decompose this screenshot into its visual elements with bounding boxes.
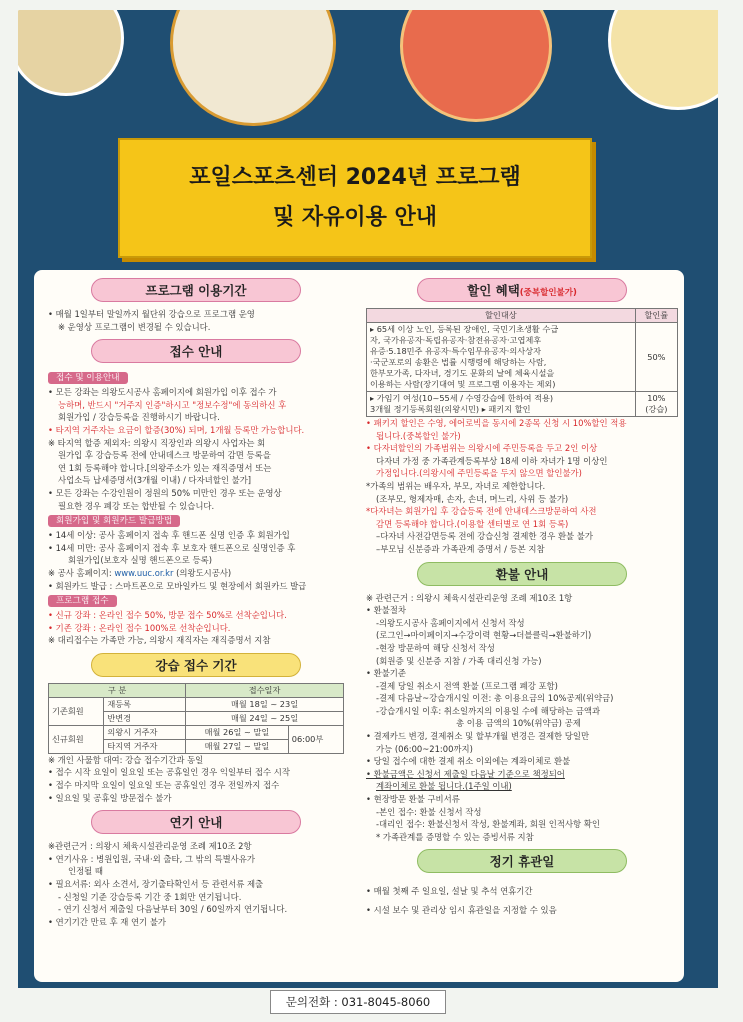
- table-cell: 매월 26일 ~ 말일: [186, 725, 289, 739]
- reception-text: 필요한 경우 폐강 또는 합반될 수 있습니다.: [58, 500, 215, 511]
- membership-text: • 14세 이상: 공사 홈페이지 접속 후 핸드폰 실명 인증 후 회원가입: [48, 530, 290, 541]
- refund-text: • 현장방문 환불 구비서류: [366, 794, 460, 805]
- table-cell: ·국군포로의 송환은 법률 시행령에 해당하는 사람,: [370, 357, 547, 367]
- schedule-heading: 강습 접수 기간: [91, 653, 301, 677]
- title-line-1: 포일스포츠센터 2024년 프로그램: [189, 165, 521, 190]
- refund-text: • 당일 접수에 대한 결제 취소 이외에는 계좌이체로 환불: [366, 756, 571, 767]
- period-note: ※ 운영상 프로그램이 변경될 수 있습니다.: [58, 321, 211, 332]
- program-subheading: 프로그램 접수: [48, 595, 117, 607]
- postpone-text: • 연기사유 : 병원입원, 국내·외 출타, 그 밖의 특별사유가: [48, 853, 255, 864]
- table-cell: 06:00부: [288, 725, 343, 753]
- reception-text: • 모든 강좌는 의왕도시공사 홈페이지에 회원가입 이후 접수 가: [48, 387, 277, 398]
- closing-text: • 시설 보수 및 관리상 임시 휴관일을 지정할 수 있음: [366, 905, 557, 915]
- reception-text: • 모든 강좌는 수강인원이 정원의 50% 미만인 경우 또는 운영상: [48, 487, 282, 498]
- closing-text: • 매월 첫째 주 일요일, 설날 및 추석 연휴기간: [366, 886, 533, 897]
- program-text: • 신규 강좌 : 온라인 접수 50%, 방문 접수 50%로 선착순입니다.: [48, 610, 287, 621]
- table-cell: 신규회원: [49, 725, 104, 753]
- table-cell: 타지역 거주자: [104, 739, 186, 753]
- table-header: 할인대상: [367, 309, 636, 323]
- period-line: • 매월 1일부터 말일까지 월단위 강습으로 프로그램 운영: [48, 309, 255, 319]
- period-heading: 프로그램 이용기간: [91, 278, 301, 302]
- membership-text: 회원가입(보호자 실명 핸드폰으로 등록): [68, 555, 212, 566]
- program-text: • 기존 강좌 : 온라인 접수 100%로 선착순입니다.: [48, 622, 231, 633]
- table-cell: 재등록: [104, 697, 186, 711]
- membership-text: • 회원카드 발급 : 스마트폰으로 모바일카드 및 현장에서 회원카드 발급: [48, 580, 307, 591]
- discount-text: *다자녀는 회원가입 후 강습등록 전에 안내데스크방문하여 사전: [366, 506, 597, 517]
- discount-heading-note: (중복할인불가): [519, 288, 577, 298]
- poster-title: [118, 138, 592, 258]
- refund-heading: 환불 안내: [417, 562, 627, 586]
- discount-text: –부모님 신분증과 가족관계 증명서 / 등본 지참: [376, 543, 545, 554]
- table-tennis-icon: [400, 10, 552, 122]
- table-cell: (강습): [645, 404, 668, 414]
- refund-text: (회원증 및 신분증 지참 / 가족 대리신청 가능): [376, 655, 542, 666]
- refund-text: * 가족관계를 증명할 수 있는 증빙서류 지참: [376, 831, 534, 842]
- refund-text: -본인 접수: 환불 신청서 작성: [376, 806, 482, 817]
- refund-text: ※ 관련근거 : 의왕시 체육시설관리운영 조례 제10조 1항: [366, 592, 573, 603]
- postpone-heading: 연기 안내: [91, 810, 301, 834]
- table-cell: 자, 국가유공자·독립유공자·참전유공자·고엽제후: [370, 335, 542, 345]
- homepage-label: ※ 공사 홈페이지:: [48, 567, 115, 578]
- postpone-text: - 신청일 기준 강습등록 기간 중 1회만 연기됩니다.: [58, 891, 242, 902]
- table-cell: 의왕시 거주자: [104, 725, 186, 739]
- table-cell: ▸ 가임기 여성(10~55세 / 수영강습에 한하여 적용): [370, 393, 554, 403]
- table-cell: 한부모가족, 다자녀, 경기도 문화의 날에 체육시설을: [370, 368, 555, 378]
- refund-text: -대리인 접수: 환불신청서 작성, 환불계좌, 회원 인적사항 확인: [376, 819, 600, 830]
- discount-text: 다자녀 가정 중 가족관계등록부상 18세 이하 자녀가 1명 이상인: [376, 455, 608, 466]
- schedule-note: • 접수 시작 요일이 일요일 또는 공휴일인 경우 익일부터 접수 시작: [48, 767, 290, 778]
- reception-text: ※ 타지역 할증 제외자: 의왕시 직장인과 의왕시 사업자는 회: [48, 437, 266, 448]
- discount-text: (조부모, 형제자매, 손자, 손녀, 며느리, 사위 등 불가): [376, 493, 569, 504]
- homepage-owner: (의왕도시공사): [173, 567, 232, 578]
- discount-text: 가정입니다.(의왕시에 주민등록을 두지 않으면 할인불가): [376, 468, 582, 479]
- homepage-link[interactable]: www.uuc.or.kr: [114, 567, 174, 578]
- refund-text: • 환불절차: [366, 605, 406, 616]
- table-cell: 유증·5.18민주 유공자·특수임무유공자·의사상자: [370, 346, 542, 356]
- refund-text: • 결제카드 변경, 결제취소 및 할부개월 변경은 결제한 당일만: [366, 731, 590, 742]
- program-text: ※ 대리접수는 가족만 가능, 의왕시 재직자는 재직증명서 지참: [48, 635, 271, 646]
- table-header: 접수일자: [186, 683, 344, 697]
- table-cell: 50%: [635, 323, 677, 392]
- title-line-2: 및 자유이용 안내: [272, 205, 438, 230]
- refund-text: -결제 당일 취소시 전액 환불 (프로그램 폐강 포함): [376, 680, 558, 691]
- table-cell: 3개월 정기등록회원(의왕시민) ▸ 패키지 할인: [370, 404, 531, 414]
- right-column: [366, 278, 678, 917]
- soccer-ball-icon: [608, 10, 718, 110]
- reception-text: 원가입 후 강습등록 전에 안내데스크 방문하여 감면 등록을: [58, 450, 271, 461]
- refund-text: 가능 (06:00~21:00까지): [376, 743, 473, 754]
- schedule-note: • 일요일 및 공휴일 방문접수 불가: [48, 792, 172, 803]
- postpone-text: 인정될 때: [68, 866, 104, 877]
- table-cell: 매월 27일 ~ 말일: [186, 739, 289, 753]
- refund-text: 총 이용 금액의 10%(위약금) 공제: [456, 718, 581, 729]
- refund-text: -결제 다음날~강습개시일 이전: 총 이용요금의 10%공제(위약금): [376, 693, 614, 704]
- discount-table: [366, 308, 678, 417]
- table-cell: 10%: [647, 393, 666, 403]
- postpone-text: ※관련근거 : 의왕시 체육시설관리운영 조례 제10조 2항: [48, 841, 252, 852]
- discount-text: –다자녀 사전감면등록 전에 강습신청 결제한 경우 환불 불가: [376, 531, 593, 542]
- reception-heading: 접수 안내: [91, 339, 301, 363]
- schedule-note: • 접수 마지막 요일이 일요일 또는 공휴일인 경우 전일까지 접수: [48, 780, 280, 791]
- table-cell: 이용하는 사람(장기대여 및 프로그램 이용자는 제외): [370, 379, 556, 389]
- table-cell: ▸ 65세 이상 노인, 등록된 장애인, 국민기초생활 수급: [370, 324, 559, 334]
- refund-text: • 환불금액은 신청서 제출일 다음날 기준으로 책정되어: [366, 768, 565, 779]
- discount-heading-text: 할인 혜택: [467, 283, 520, 298]
- refund-text: -강습개시일 이후: 취소일까지의 이용일 수에 해당하는 금액과: [376, 705, 601, 716]
- reception-subheading: 접수 및 이용안내: [48, 372, 128, 384]
- reception-text: • 타지역 거주자는 요금이 할증(30%) 되며, 1개월 등록만 가능합니다.: [48, 424, 305, 435]
- schedule-note: ※ 개인 사물함 대여: 강습 접수기간과 동일: [48, 754, 204, 765]
- table-header: 구 분: [49, 683, 186, 697]
- reception-text: 능하며, 반드시 "거주지 인증"하시고 "정보수정"에 동의하신 후: [58, 399, 287, 410]
- contact-phone: 문의전화 : 031-8045-8060: [270, 990, 446, 1014]
- discount-text: • 패키지 할인은 수영, 에어로빅을 동시에 2종목 신청 시 10%할인 적용: [366, 418, 627, 428]
- membership-text: • 14세 미만: 공사 홈페이지 접속 후 보호자 핸드폰으로 실명인증 후: [48, 542, 296, 553]
- volleyball-icon: [170, 10, 336, 126]
- reception-text: 사업소득 납세증명서(3개월 이내) / 다자녀할인 불가]: [58, 475, 252, 486]
- discount-text: • 다자녀할인의 가족범위는 의왕시에 주민등록을 두고 2인 이상: [366, 443, 598, 454]
- discount-text: 됩니다.(중복할인 불가): [376, 430, 461, 441]
- table-cell: 매월 18일 ~ 23일: [186, 697, 344, 711]
- discount-text: 감면 등록해야 합니다.(이용할 센터별로 연 1회 등록): [376, 518, 569, 529]
- refund-text: -현장 방문하여 해당 신청서 작성: [376, 642, 495, 653]
- postpone-text: • 연기기간 만료 후 재 연기 불가: [48, 916, 166, 927]
- reception-text: 회원가입 / 강습등록을 진행하시기 바랍니다.: [58, 412, 220, 423]
- refund-text: • 환불기준: [366, 668, 406, 679]
- schedule-table: [48, 683, 344, 754]
- membership-subheading: 회원가입 및 회원카드 발급방법: [48, 515, 180, 527]
- reception-text: 연 1회 등록해야 합니다.[의왕주소가 있는 재직증명서 또는: [58, 462, 272, 473]
- refund-text: 계좌이체로 환불 됩니다.(1주일 이내): [376, 781, 512, 792]
- badminton-ball-icon: [18, 10, 124, 96]
- table-cell: 기존회원: [49, 697, 104, 725]
- table-header: 할인률: [635, 309, 677, 323]
- table-cell: 매월 24일 ~ 25일: [186, 711, 344, 725]
- left-column: [48, 278, 344, 928]
- discount-text: *가족의 범위는 배우자, 부모, 자녀로 제한합니다.: [366, 480, 546, 491]
- table-cell: 반변경: [104, 711, 186, 725]
- discount-heading: [417, 278, 627, 302]
- closing-heading: 정기 휴관일: [417, 849, 627, 873]
- postpone-text: • 필요서류: 외사 소견서, 장기출타확인서 등 관련서류 제출: [48, 879, 264, 890]
- postpone-text: - 연기 신청서 제출일 다음날부터 30일 / 60일까지 연기됩니다.: [58, 904, 288, 915]
- refund-text: -의왕도시공사 홈페이지에서 신청서 작성: [376, 617, 525, 628]
- refund-text: (로그인→마이페이지→수강이력 현황→더블클릭→환불하기): [376, 630, 592, 641]
